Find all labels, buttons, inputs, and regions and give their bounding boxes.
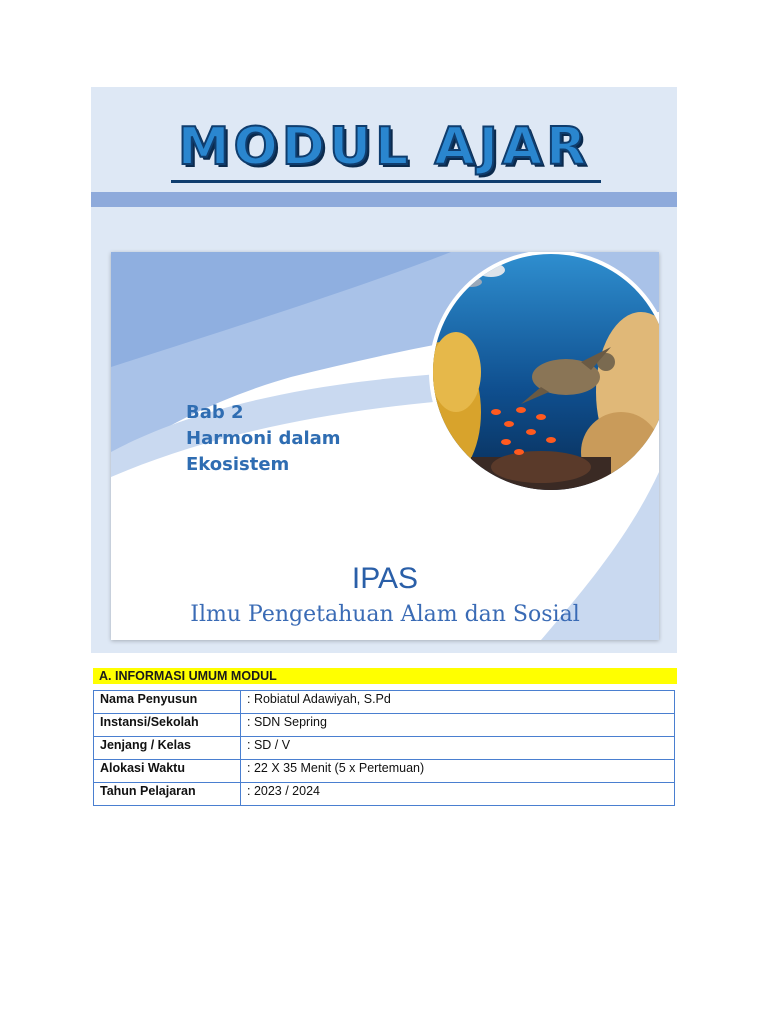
subject-full-name: Ilmu Pengetahuan Alam dan Sosial <box>190 602 580 627</box>
row-value: : SDN Sepring <box>241 714 675 737</box>
chapter-title-line1: Harmoni dalam <box>186 428 341 449</box>
title-underline <box>171 180 601 183</box>
chapter-heading <box>186 400 406 478</box>
row-label: Nama Penyusun <box>94 691 241 714</box>
header-panel <box>91 87 677 653</box>
document-title: MODUL AJAR <box>177 117 591 177</box>
chapter-title-line2: Ekosistem <box>186 454 290 475</box>
table-row <box>94 691 675 714</box>
table-row <box>94 783 675 806</box>
table-row <box>94 737 675 760</box>
subject-code: IPAS <box>351 562 419 595</box>
row-label: Alokasi Waktu <box>94 760 241 783</box>
chapter-number: Bab 2 <box>186 402 244 423</box>
table-row <box>94 760 675 783</box>
row-value: : Robiatul Adawiyah, S.Pd <box>241 691 675 714</box>
row-value: : 22 X 35 Menit (5 x Pertemuan) <box>241 760 675 783</box>
cover-image <box>111 252 659 640</box>
row-value: : SD / V <box>241 737 675 760</box>
header-stripe <box>91 192 677 207</box>
row-label: Instansi/Sekolah <box>94 714 241 737</box>
row-label: Jenjang / Kelas <box>94 737 241 760</box>
info-table <box>93 690 675 806</box>
row-label: Tahun Pelajaran <box>94 783 241 806</box>
row-value: : 2023 / 2024 <box>241 783 675 806</box>
section-heading: A. INFORMASI UMUM MODUL <box>93 668 677 684</box>
table-row <box>94 714 675 737</box>
